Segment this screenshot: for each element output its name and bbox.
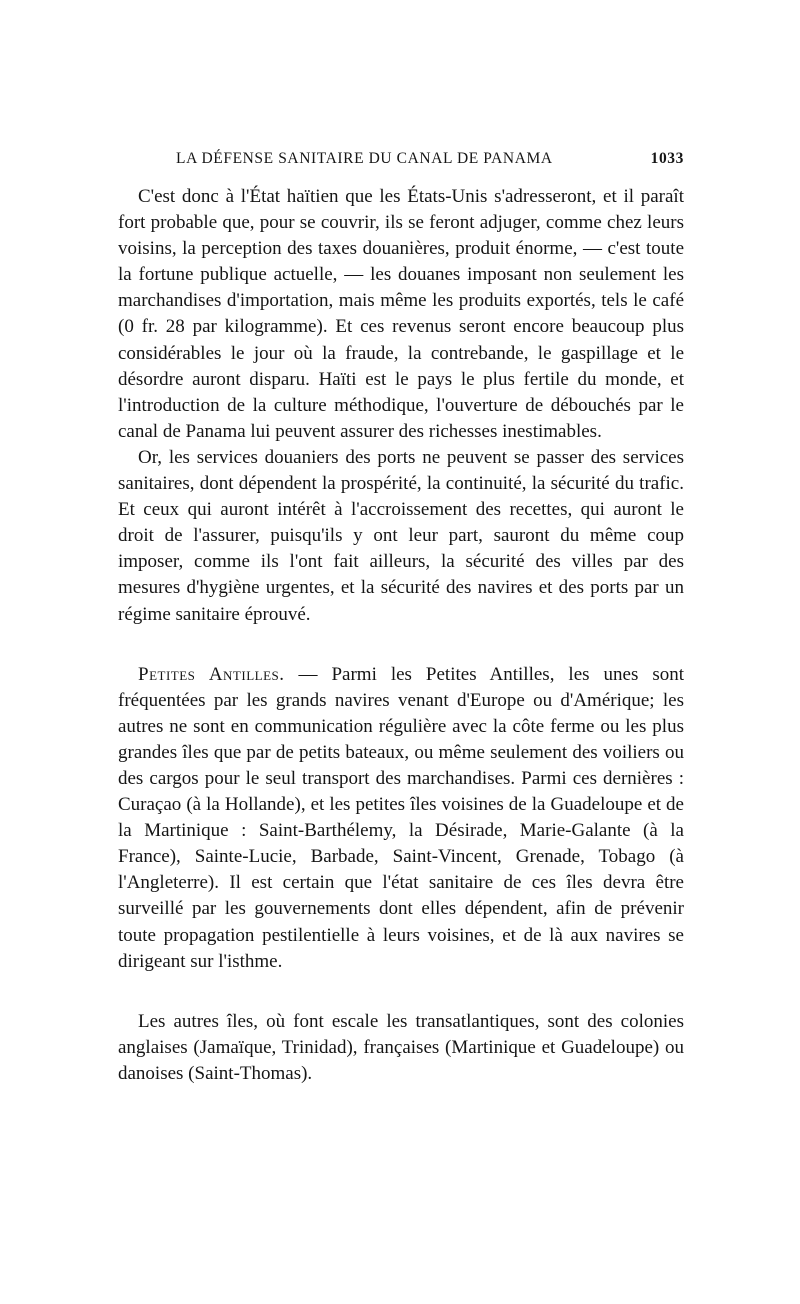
paragraph-haiti-customs: C'est donc à l'État haïtien que les États-Unis s'adresseront, et il paraît fort probable que, pour se couvrir, ils se feront adjuger, comme chez leurs voisins, la perception des taxes douanières, produit énorme, — c'est toute la fortune publique actuelle, — les douanes imposant non seulement les marchandises d'importation, mais même les produits exportés, tels le café (0 fr. 28 par kilogramme). Et ces revenus seront encore beaucoup plus considérables le jour où la fraude, la contrebande, le gaspillage et le désordre auront disparu. Haïti est le pays le plus fertile du monde, et l'introduction de la culture méthodique, l'ouverture de débouchés par le canal de Panama lui peuvent assurer des richesses inestimables. [118, 186, 684, 442]
page-number: 1033 [650, 150, 684, 167]
section-heading-petites-antilles: Petites Antilles. [138, 663, 285, 685]
paragraph-sanitary-services: Or, les services douaniers des ports ne peuvent se passer des services sanitaires, dont dépendent la prospérité, la continuité, la sécurité du trafic. Et ceux qui auront intérêt à l'accroissement des recettes, qui auront le droit de l'assurer, puisqu'ils y ont leur part, sauront du même coup imposer, comme ils l'ont fait ailleurs, la sécurité des villes par des mesures d'hygiène urgentes, et la sécurité des navires et des ports par un régime sanitaire éprouvé. [118, 446, 684, 625]
body-text [118, 184, 684, 1087]
paragraph-petites-antilles-text: — Parmi les Petites Antilles, les unes sont fréquentées par les grands navires venant d'Europe ou d'Amérique; les autres ne sont en communication régulière avec la côte ferme ou les plus grandes îles que par de petits bateaux, ou même seulement des voiliers ou des cargos pour le seul transport des marchandises. Parmi ces dernières : Curaçao (à la Hollande), et les petites îles voisines de la Guadeloupe et de la Martinique : Saint-Barthélemy, la Désirade, Marie-Galante (à la France), Sainte-Lucie, Barbade, Saint-Vincent, Grenade, Tobago (à l'Angleterre). Il est certain que l'état sanitaire de ces îles devra être surveillé par les gouvernements dont elles dépendent, afin de prévenir toute propagation pestilentielle à leurs voisines, et de là aux navires se dirigeant sur l'isthme. [118, 663, 684, 972]
running-header [118, 150, 684, 174]
running-title: LA DÉFENSE SANITAIRE DU CANAL DE PANAMA [176, 150, 553, 167]
paragraph-other-islands: Les autres îles, où font escale les transatlantiques, sont des colonies anglaises (Jamaïque, Trinidad), françaises (Martinique et Guadeloupe) ou danoises (Saint-Thomas). [118, 1010, 684, 1084]
paragraph-petites-antilles [118, 662, 684, 975]
